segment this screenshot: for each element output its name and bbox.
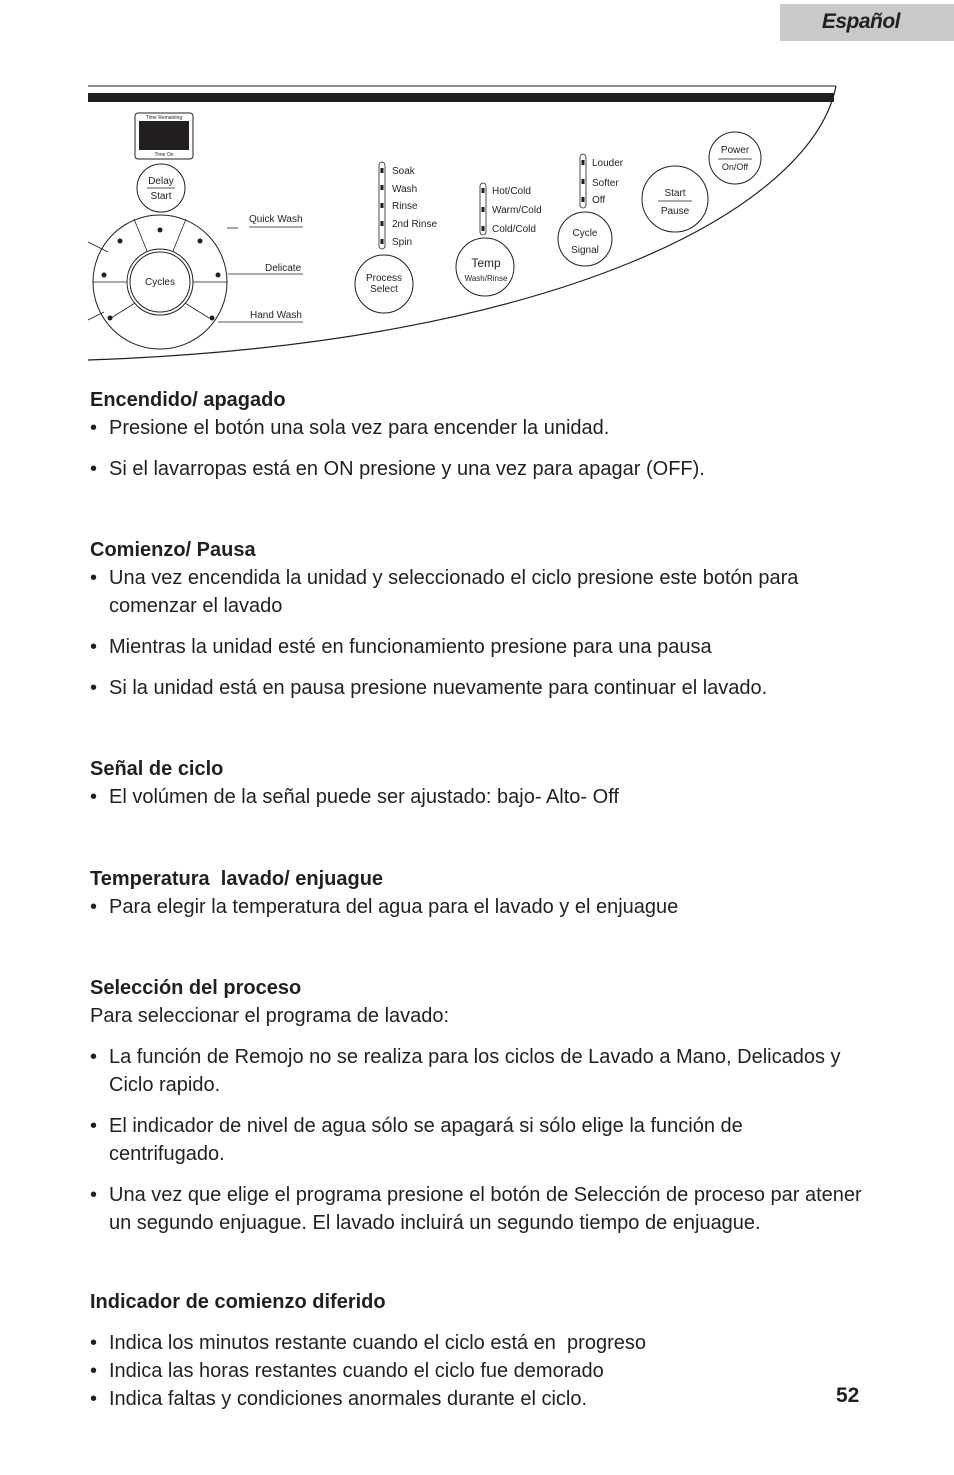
signal-indicators [580, 154, 624, 208]
signal-option: Off [592, 195, 606, 206]
temp-option: Cold/Cold [492, 224, 536, 235]
bullet-item: • El indicador de nivel de agua sólo se apagará si sólo elige la función de centrifugado. [90, 1112, 809, 1168]
cycle-signal-button[interactable] [558, 212, 612, 266]
process-option: Soak [392, 166, 415, 177]
section-intro: Para seleccionar el programa de lavado: [90, 1005, 450, 1027]
section-title: Señal de ciclo [90, 758, 224, 780]
bullet-item: • Mientras la unidad esté en funcionamiento presione para una pausa [90, 633, 890, 661]
cycle-option: Delicate [265, 263, 302, 274]
process-option: Wash [392, 184, 418, 195]
section-temperature [90, 865, 890, 921]
power-label: Power [720, 145, 750, 156]
signal-option: Louder [592, 158, 624, 169]
cycles-dial[interactable] [88, 215, 238, 349]
cycles-label: Cycles [144, 277, 176, 288]
process-label: Process [365, 273, 403, 284]
temp-indicators [480, 183, 542, 235]
bullet-item: • Una vez que elige el programa presione el botón de Selección de proceso par atener un segundo enjuague. El lavado incluirá un segundo tiempo de enjuague. [90, 1181, 879, 1237]
delay-label: Delay [148, 176, 174, 187]
select-label: Select [370, 284, 398, 295]
cycle-label: Cycle [572, 228, 598, 239]
section-title: Temperatura lavado/ enjuague [90, 868, 384, 890]
process-select-button[interactable] [355, 255, 413, 313]
section-cycle-signal [90, 755, 890, 811]
temp-option: Warm/Cold [492, 205, 542, 216]
temp-label: Temp [471, 256, 501, 270]
bullet-item: • Si el lavarropas está en ON presione y una vez para apagar (OFF). [90, 455, 890, 483]
process-option: Rinse [392, 201, 418, 212]
page-number: 52 [836, 1384, 860, 1407]
signal-option: Softer [592, 178, 619, 189]
process-option: 2nd Rinse [392, 219, 438, 230]
control-panel-diagram [0, 0, 954, 370]
display-top-label: Time Remaining [145, 115, 183, 121]
power-button[interactable] [709, 132, 761, 184]
section-title: Selección del proceso [90, 977, 302, 999]
language-label: Español [821, 10, 900, 33]
bullet-item: • La función de Remojo no se realiza para los ciclos de Lavado a Mano, Delicados y Ciclo rapido. [90, 1043, 879, 1099]
pause-button-label: Pause [660, 206, 690, 217]
section-delay-indicator [90, 1288, 890, 1413]
bullet-item: • Presione el botón una sola vez para encender la unidad. [90, 414, 890, 442]
section-power [90, 386, 890, 483]
start-label: Start [150, 191, 172, 202]
bullet-item: • Para elegir la temperatura del agua para el lavado y el enjuague [90, 893, 890, 921]
start-button-label: Start [664, 188, 686, 199]
temp-button[interactable] [456, 238, 514, 296]
section-title: Encendido/ apagado [90, 389, 286, 411]
bullet-item: • Una vez encendida la unidad y seleccionado el ciclo presione este botón para comenzar el lavado [90, 564, 854, 620]
section-title: Indicador de comienzo diferido [90, 1291, 386, 1313]
process-indicators [379, 162, 437, 249]
start-pause-button[interactable] [642, 166, 708, 232]
bullet-item: • Indica faltas y condiciones anormales durante el ciclo. [90, 1385, 890, 1413]
process-option: Spin [392, 237, 413, 248]
wash-rinse-label: Wash/Rinse [464, 274, 508, 283]
cycle-option: Quick Wash [249, 214, 303, 225]
section-start-pause [90, 536, 890, 702]
signal-label: Signal [571, 245, 599, 256]
bullet-item: • El volúmen de la señal puede ser ajustado: bajo- Alto- Off [90, 783, 890, 811]
section-process-select [90, 974, 890, 1237]
cycle-options [218, 214, 303, 322]
cycle-option: Hand Wash [250, 310, 302, 321]
temp-option: Hot/Cold [492, 186, 531, 197]
section-title: Comienzo/ Pausa [90, 539, 256, 561]
bullet-item: • Indica los minutos restante cuando el ciclo está en progreso [90, 1329, 890, 1357]
bullet-item: • Si la unidad está en pausa presione nuevamente para continuar el lavado. [90, 674, 890, 702]
display-bottom-label: Time On [154, 152, 174, 158]
on-off-label: On/Off [721, 162, 749, 172]
delay-start-button[interactable] [137, 164, 185, 212]
bullet-item: • Indica las horas restantes cuando el ciclo fue demorado [90, 1357, 890, 1385]
time-display [135, 113, 193, 159]
